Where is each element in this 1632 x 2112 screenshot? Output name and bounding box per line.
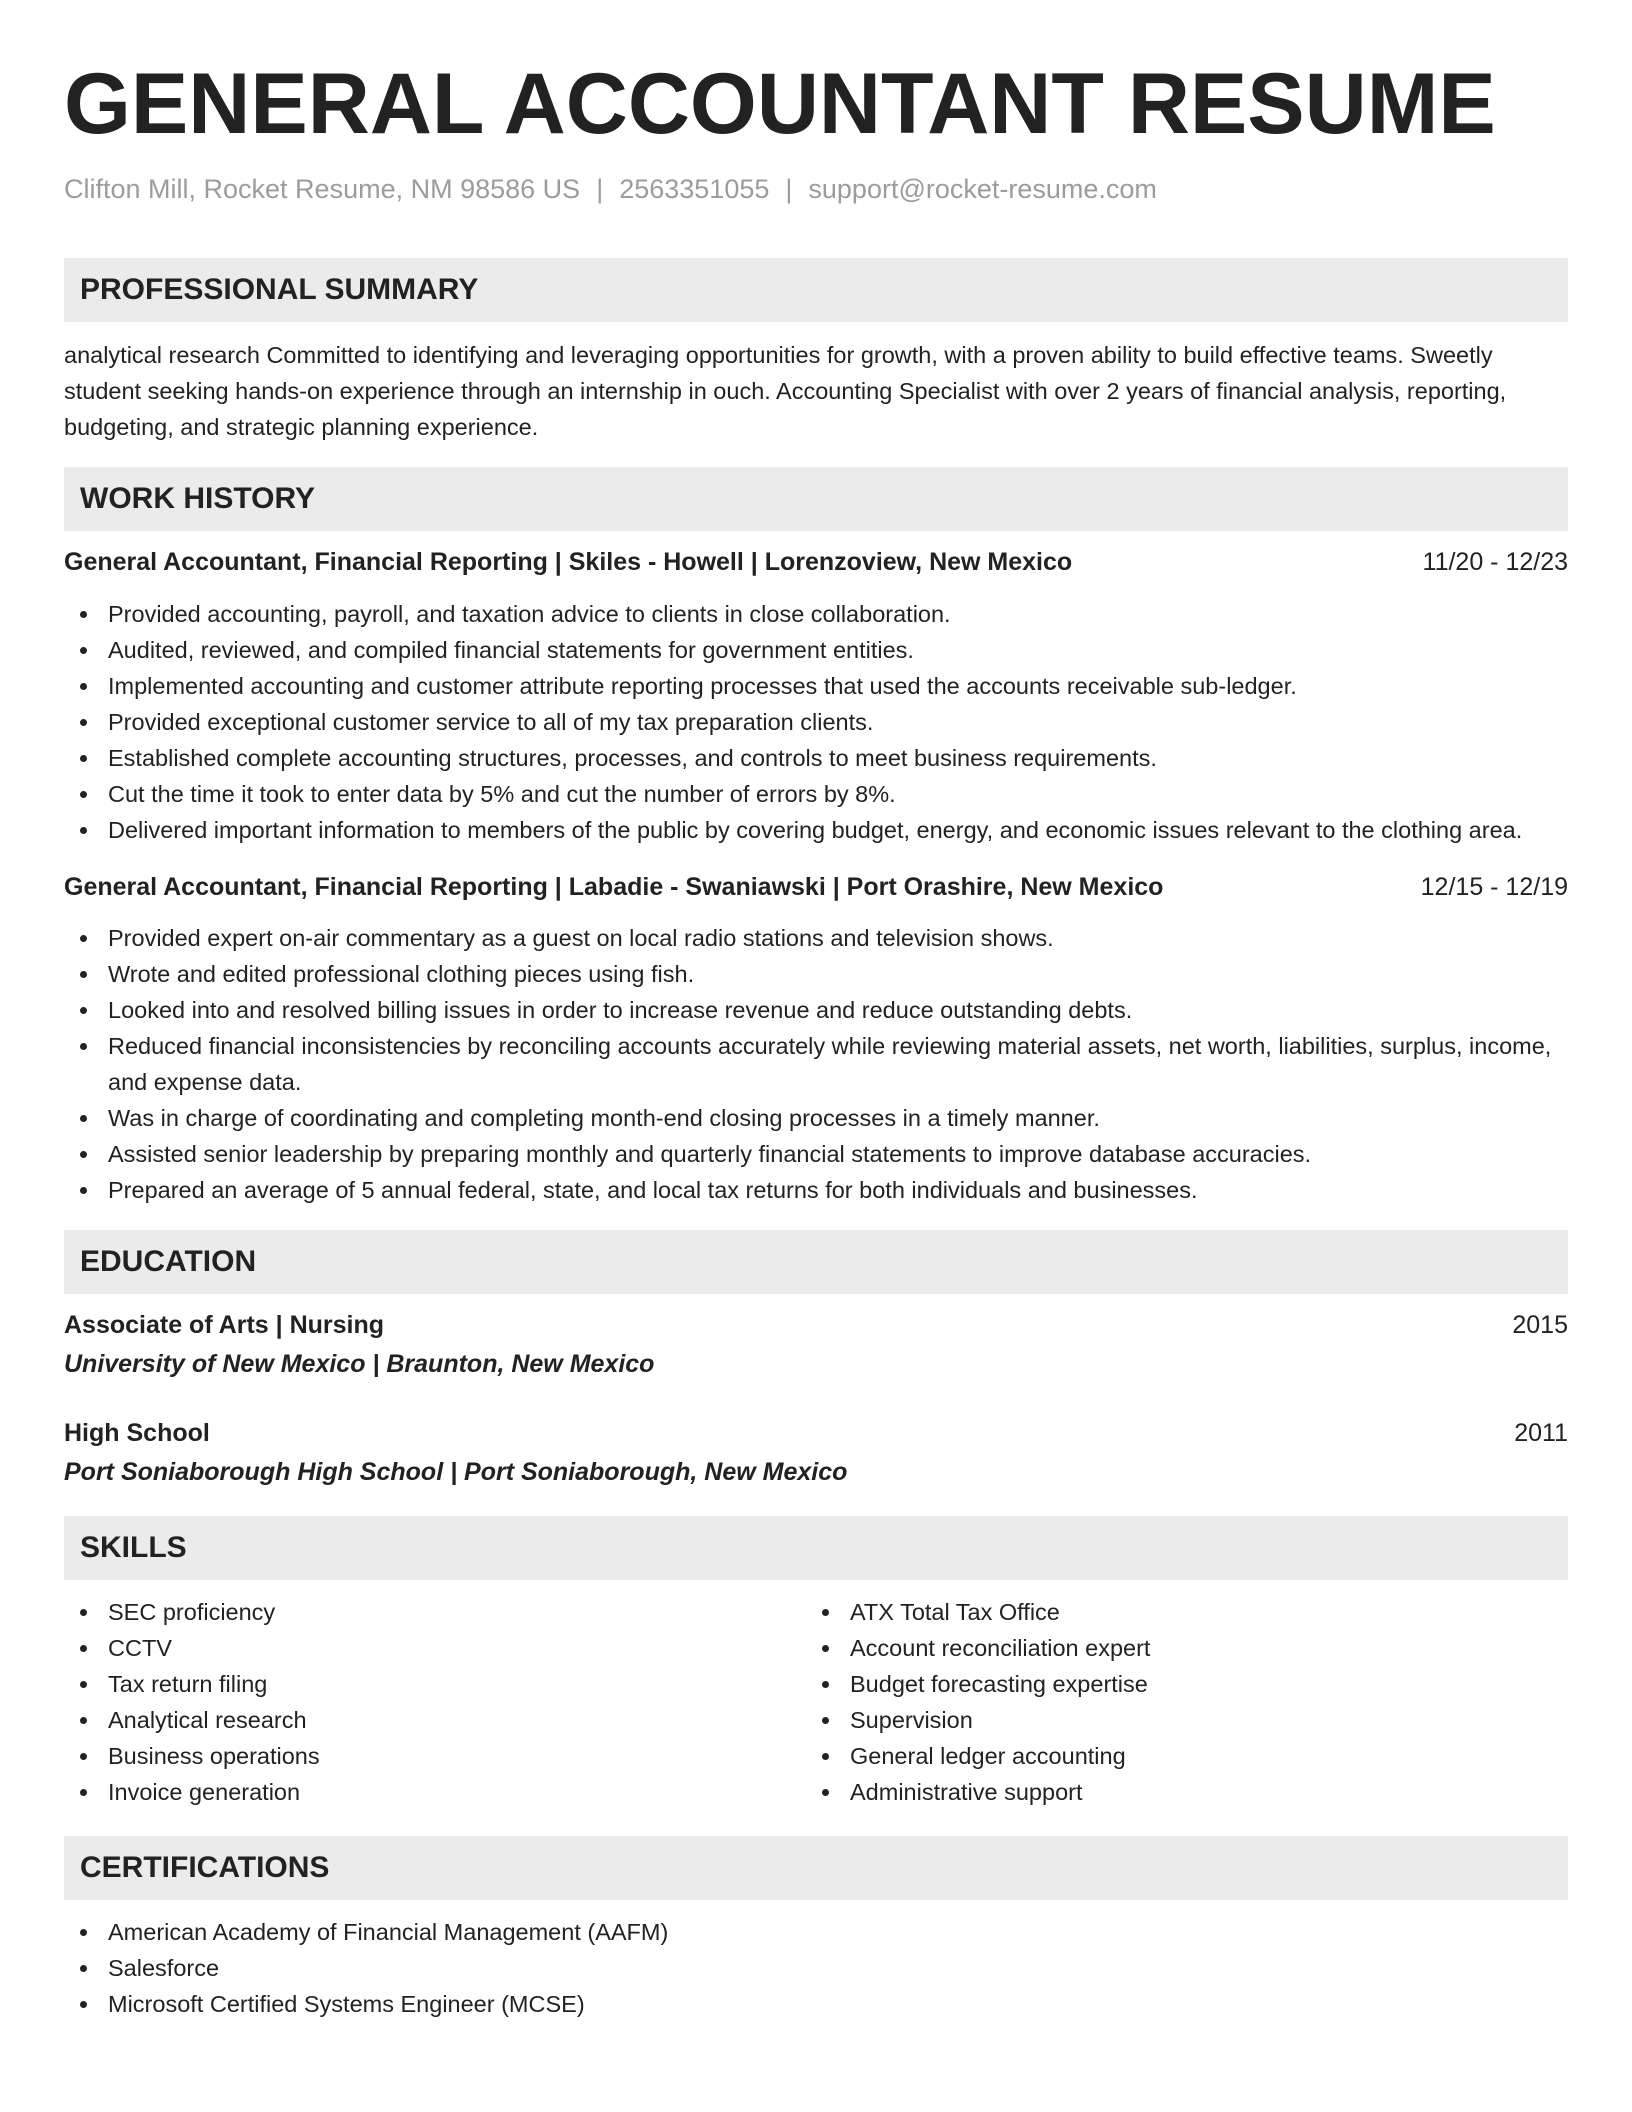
bullet-text: Wrote and edited professional clothing pieces using fish. (108, 961, 695, 987)
certification-item (64, 1914, 1568, 1950)
section-summary-header (64, 258, 1568, 322)
bullet-text: Reduced financial inconsistencies by reconciling accounts accurately while reviewing material assets, net worth, liabilities, surplus, income, and expense data. (108, 1033, 1552, 1095)
job-bullet (64, 1172, 1568, 1208)
bullet-text: Audited, reviewed, and compiled financial statements for government entities. (108, 637, 914, 663)
bullet-dot (822, 1645, 829, 1652)
contact-email: support@rocket-resume.com (808, 174, 1157, 204)
bullet-dot (80, 1043, 87, 1050)
bullet-dot (80, 1187, 87, 1194)
bullet-dot (80, 755, 87, 762)
section-skills-header (64, 1516, 1568, 1580)
summary-text: analytical research Committed to identifying and leveraging opportunities for growth, with a proven ability to build effective teams. Sweetly student seeking hands-on experience through an internship in ouch. Accounting Specialist with over 2 years of financial analysis, reporting, budgeting, and strategic planning experience. (64, 342, 1507, 440)
section-education-header (64, 1230, 1568, 1294)
education-year: 2011 (1514, 1419, 1568, 1447)
bullet-text: Implemented accounting and customer attribute reporting processes that used the accounts receivable sub-ledger. (108, 673, 1297, 699)
bullet-dot (80, 683, 87, 690)
skill-text: Tax return filing (108, 1671, 268, 1697)
bullet-dot (80, 1115, 87, 1122)
bullet-dot (80, 971, 87, 978)
bullet-dot (822, 1789, 829, 1796)
job-bullet (64, 632, 1568, 668)
job-bullet (64, 1136, 1568, 1172)
skill-item (64, 1702, 806, 1738)
bullet-text: Established complete accounting structures, processes, and controls to meet business requirements. (108, 745, 1157, 771)
bullet-dot (822, 1717, 829, 1724)
job-bullet (64, 956, 1568, 992)
bullet-dot (822, 1681, 829, 1688)
education-degree: High School (64, 1419, 210, 1447)
bullet-dot (80, 1929, 87, 1936)
job-bullets (64, 920, 1568, 1208)
contact-separator: | (785, 174, 793, 204)
resume-title: GENERAL ACCOUNTANT RESUME (64, 56, 1496, 152)
bullet-text: Cut the time it took to enter data by 5% and cut the number of errors by 8%. (108, 781, 896, 807)
skills-column-right (806, 1594, 1548, 1810)
bullet-dot (80, 827, 87, 834)
resume-page (64, 0, 1568, 2022)
job-bullet (64, 776, 1568, 812)
skill-item (806, 1630, 1548, 1666)
job-bullet (64, 920, 1568, 956)
skill-text: Account reconciliation expert (850, 1635, 1151, 1661)
bullet-dot (80, 719, 87, 726)
job-bullet (64, 992, 1568, 1028)
skill-text: General ledger accounting (850, 1743, 1126, 1769)
job-bullet (64, 704, 1568, 740)
bullet-dot (80, 1965, 87, 1972)
certification-text: Salesforce (108, 1955, 220, 1981)
certification-text: American Academy of Financial Management (AAFM) (108, 1919, 669, 1945)
bullet-dot (80, 791, 87, 798)
bullet-dot (80, 1609, 87, 1616)
skill-text: Budget forecasting expertise (850, 1671, 1148, 1697)
skill-item (806, 1702, 1548, 1738)
skill-text: Invoice generation (108, 1779, 301, 1805)
bullet-text: Provided expert on-air commentary as a guest on local radio stations and television shows. (108, 925, 1054, 951)
skills-grid (64, 1594, 1568, 1810)
skill-item (806, 1738, 1548, 1774)
job-bullet (64, 812, 1568, 848)
bullet-dot (80, 611, 87, 618)
bullet-dot (822, 1609, 829, 1616)
skill-text: Analytical research (108, 1707, 307, 1733)
job-bullet (64, 1028, 1568, 1100)
skill-text: Administrative support (850, 1779, 1083, 1805)
contact-line (64, 172, 1568, 206)
skill-item (64, 1774, 806, 1810)
contact-separator: | (596, 174, 604, 204)
bullet-dot (822, 1753, 829, 1760)
bullet-dot (80, 935, 87, 942)
skill-item (64, 1594, 806, 1630)
skill-item (64, 1630, 806, 1666)
skills-column-left (64, 1594, 806, 1810)
job-header (64, 545, 1568, 579)
bullet-dot (80, 2001, 87, 2008)
bullet-dot (80, 1007, 87, 1014)
job-entry (64, 545, 1568, 848)
certification-text: Microsoft Certified Systems Engineer (MCSE) (108, 1991, 585, 2017)
education-entry (64, 1416, 1568, 1490)
bullet-dot (80, 1753, 87, 1760)
bullet-dot (80, 1151, 87, 1158)
job-dates: 11/20 - 12/23 (1422, 548, 1568, 576)
section-heading: SKILLS (80, 1531, 187, 1564)
skill-text: CCTV (108, 1635, 172, 1661)
education-school: University of New Mexico | Braunton, New Mexico (64, 1350, 655, 1378)
job-bullet (64, 1100, 1568, 1136)
contact-address: Clifton Mill, Rocket Resume, NM 98586 US (64, 174, 581, 204)
bullet-dot (80, 1717, 87, 1724)
section-heading: PROFESSIONAL SUMMARY (80, 273, 479, 306)
job-bullets (64, 596, 1568, 848)
job-entry (64, 870, 1568, 1208)
skill-item (806, 1774, 1548, 1810)
bullet-text: Provided accounting, payroll, and taxation advice to clients in close collaboration. (108, 601, 951, 627)
bullet-dot (80, 647, 87, 654)
skill-text: SEC proficiency (108, 1599, 276, 1625)
education-header (64, 1416, 1568, 1450)
bullet-dot (80, 1645, 87, 1652)
job-bullet (64, 596, 1568, 632)
section-heading: EDUCATION (80, 1245, 257, 1278)
section-heading: CERTIFICATIONS (80, 1851, 330, 1884)
job-title: General Accountant, Financial Reporting | Skiles - Howell | Lorenzoview, New Mexico (64, 548, 1073, 576)
contact-phone: 2563351055 (619, 174, 770, 204)
education-entry (64, 1308, 1568, 1382)
skill-item (806, 1666, 1548, 1702)
job-title: General Accountant, Financial Reporting | Labadie - Swaniawski | Port Orashire, New Mexico (64, 873, 1164, 901)
education-year: 2015 (1512, 1311, 1568, 1339)
bullet-text: Looked into and resolved billing issues in order to increase revenue and reduce outstanding debts. (108, 997, 1133, 1023)
certifications-list (64, 1914, 1568, 2022)
job-header (64, 870, 1568, 904)
skill-text: Supervision (850, 1707, 973, 1733)
bullet-text: Was in charge of coordinating and completing month-end closing processes in a timely manner. (108, 1105, 1100, 1131)
certification-item (64, 1950, 1568, 1986)
bullet-text: Assisted senior leadership by preparing monthly and quarterly financial statements to improve database accuracies. (108, 1141, 1312, 1167)
skill-item (806, 1594, 1548, 1630)
skill-text: Business operations (108, 1743, 320, 1769)
skill-item (64, 1738, 806, 1774)
bullet-text: Prepared an average of 5 annual federal, state, and local tax returns for both individuals and businesses. (108, 1177, 1198, 1203)
bullet-text: Delivered important information to members of the public by covering budget, energy, and economic issues relevant to the clothing area. (108, 817, 1523, 843)
education-header (64, 1308, 1568, 1342)
education-school: Port Soniaborough High School | Port Soniaborough, New Mexico (64, 1458, 848, 1486)
bullet-text: Provided exceptional customer service to all of my tax preparation clients. (108, 709, 874, 735)
section-certifications-header (64, 1836, 1568, 1900)
job-bullet (64, 668, 1568, 704)
education-degree: Associate of Arts | Nursing (64, 1311, 385, 1339)
job-bullet (64, 740, 1568, 776)
job-dates: 12/15 - 12/19 (1420, 873, 1568, 901)
skill-text: ATX Total Tax Office (850, 1599, 1060, 1625)
skill-item (64, 1666, 806, 1702)
bullet-dot (80, 1789, 87, 1796)
certification-item (64, 1986, 1568, 2022)
section-work-header (64, 467, 1568, 531)
section-heading: WORK HISTORY (80, 482, 316, 515)
bullet-dot (80, 1681, 87, 1688)
